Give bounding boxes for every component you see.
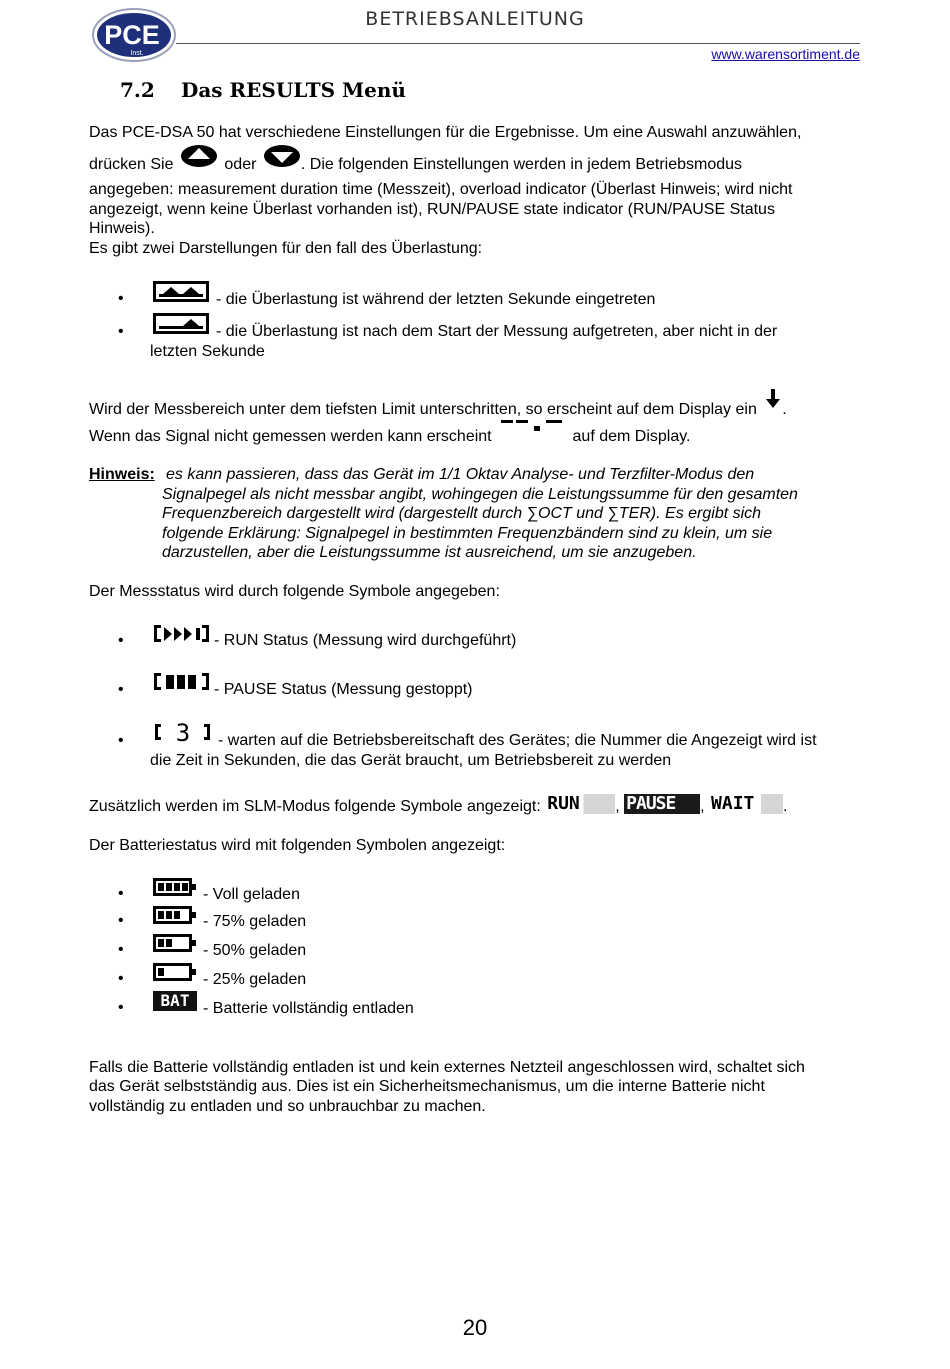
slm-pause-icon: [624, 794, 700, 814]
bullet: •: [118, 999, 124, 1016]
battery-outro-3: vollständig zu entladen und so unbrauchbar zu machen.: [89, 1098, 486, 1115]
pause-status-text: - PAUSE Status (Messung gestoppt): [214, 681, 473, 698]
bullet: •: [118, 290, 124, 307]
slm-run-icon: [545, 794, 615, 814]
page-number: 20: [462, 1315, 488, 1340]
hint-line-3: Frequenzbereich dargestellt wird (dargestellt durch ∑OCT und ∑TER). Es ergibt sich: [162, 505, 762, 522]
battery-75-text: - 75% geladen: [203, 913, 307, 930]
overload-single-icon: [153, 313, 209, 340]
slm-comma-2: ,: [700, 798, 705, 816]
section-title: Das RESULTS Menü: [181, 78, 406, 102]
hint-line-2: Signalpegel als nicht messbar angibt, wohingegen die Leistungssumme für den gesamten: [162, 486, 798, 503]
slm-text: Zusätzlich werden im SLM-Modus folgende Symbole angezeigt:: [89, 798, 541, 816]
logo-text: PCE: [104, 20, 160, 50]
status-intro: Der Messstatus wird durch folgende Symbole angegeben:: [89, 583, 500, 600]
intro-line-2: [89, 150, 889, 180]
slm-pause-label: PAUSE: [626, 793, 676, 814]
battery-full-icon: [153, 878, 197, 901]
intro-line-1: Das PCE-DSA 50 hat verschiedene Einstellungen für die Ergebnisse. Um eine Auswahl anzuwählen,: [89, 124, 802, 141]
hint-label: [89, 465, 155, 485]
hint-label-text: Hinweis:: [89, 466, 155, 483]
slm-comma-1: ,: [615, 798, 620, 816]
hint-line-4: folgende Erklärung: Signalpegel in bestimmten Frequenzbändern sind zu klein, um sie: [162, 525, 773, 542]
bullet: •: [118, 681, 124, 698]
slm-wait-icon: [709, 794, 783, 814]
intro-rest-3: Hinweis).: [89, 220, 155, 237]
underrange-arrow-icon: [765, 388, 781, 416]
wait-status-text: - warten auf die Betriebsbereitschaft des Gerätes; die Nummer die Angezeigt wird ist: [218, 732, 817, 749]
wait-digit: 3: [175, 720, 191, 744]
header-link[interactable]: www.warensortiment.de: [711, 46, 860, 62]
battery-empty-text: - Batterie vollständig entladen: [203, 1000, 414, 1017]
header-divider: [176, 43, 860, 44]
intro-rest-1: angegeben: measurement duration time (Messzeit), overload indicator (Überlast Hinweis; wird nicht: [89, 181, 793, 198]
wait-status-text-2: die Zeit in Sekunden, die das Gerät braucht, um Betriebsbereit zu werden: [150, 752, 672, 769]
up-arrow-button-icon: [180, 144, 218, 174]
battery-outro-2: das Gerät selbstständig aus. Dies ist ein Sicherheitsmechanismus, um die interne Batterie nicht: [89, 1078, 765, 1095]
slm-period: .: [783, 798, 788, 816]
bullet: •: [118, 970, 124, 987]
section-heading: [120, 78, 406, 102]
pause-status-icon: [153, 672, 211, 697]
slm-run-label: RUN: [547, 793, 580, 814]
underrange-text: Wird der Messbereich unter dem tiefsten Limit unterschritten, so erscheint auf dem Display ein: [89, 401, 757, 419]
bullet: •: [118, 885, 124, 902]
run-status-text: - RUN Status (Messung wird durchgeführt): [214, 632, 517, 649]
battery-25-text: - 25% geladen: [203, 971, 307, 988]
bullet: •: [118, 632, 124, 649]
overload-single-text-2: letzten Sekunde: [150, 343, 265, 360]
overload-intro: Es gibt zwei Darstellungen für den fall des Überlastung:: [89, 240, 483, 257]
hint-line-5: darzustellen, aber die Leistungssumme ist ausreichend, um sie anzugeben.: [162, 544, 697, 561]
intro-rest-first: . Die folgenden Einstellungen werden in jedem Betriebsmodus: [300, 156, 743, 174]
underrange-line-2: [89, 426, 869, 448]
bullet: •: [118, 941, 124, 958]
run-status-icon: [153, 624, 211, 649]
underrange-end: .: [782, 401, 787, 419]
overload-double-text: - die Überlastung ist während der letzten Sekunde eingetreten: [216, 291, 656, 308]
nosignal-end: auf dem Display.: [572, 428, 691, 446]
logo-sub: Inst.: [130, 50, 144, 57]
battery-outro-1: Falls die Batterie vollständig entladen ist und kein externes Netzteil angeschlossen wird, schaltet sich: [89, 1059, 805, 1076]
bullet: •: [118, 912, 124, 929]
header-title: BETRIEBSANLEITUNG: [365, 8, 585, 30]
bullet: •: [118, 323, 124, 340]
nosignal-text: Wenn das Signal nicht gemessen werden kann erscheint: [89, 428, 492, 446]
underrange-line-1: [89, 396, 909, 424]
slm-wait-label: WAIT: [711, 793, 755, 814]
battery-75-icon: [153, 906, 197, 929]
hint-line-1: es kann passieren, dass das Gerät im 1/1 Oktav Analyse- und Terzfilter-Modus den: [166, 466, 755, 483]
battery-empty-label: BAT: [160, 991, 190, 1010]
battery-50-text: - 50% geladen: [203, 942, 307, 959]
bullet: •: [118, 732, 124, 749]
intro-rest-2: angezeigt, wenn keine Überlast vorhanden ist), RUN/PAUSE state indicator (RUN/PAUSE Status: [89, 201, 775, 218]
battery-intro: Der Batteriestatus wird mit folgenden Symbolen angezeigt:: [89, 837, 506, 854]
intro-press: drücken Sie: [89, 156, 174, 174]
down-arrow-button-icon: [263, 144, 301, 174]
section-number: 7.2: [120, 78, 155, 102]
overload-single-text: - die Überlastung ist nach dem Start der Messung aufgetreten, aber nicht in der: [216, 323, 778, 340]
intro-or: oder: [224, 156, 257, 174]
nosignal-dashes-icon: [500, 418, 564, 440]
battery-25-icon: [153, 963, 197, 986]
battery-full-text: - Voll geladen: [203, 886, 300, 903]
battery-50-icon: [153, 934, 197, 957]
slm-line: [89, 793, 889, 817]
wait-status-icon: [153, 720, 213, 744]
overload-double-icon: [153, 281, 209, 308]
battery-empty-icon: [153, 991, 197, 1011]
